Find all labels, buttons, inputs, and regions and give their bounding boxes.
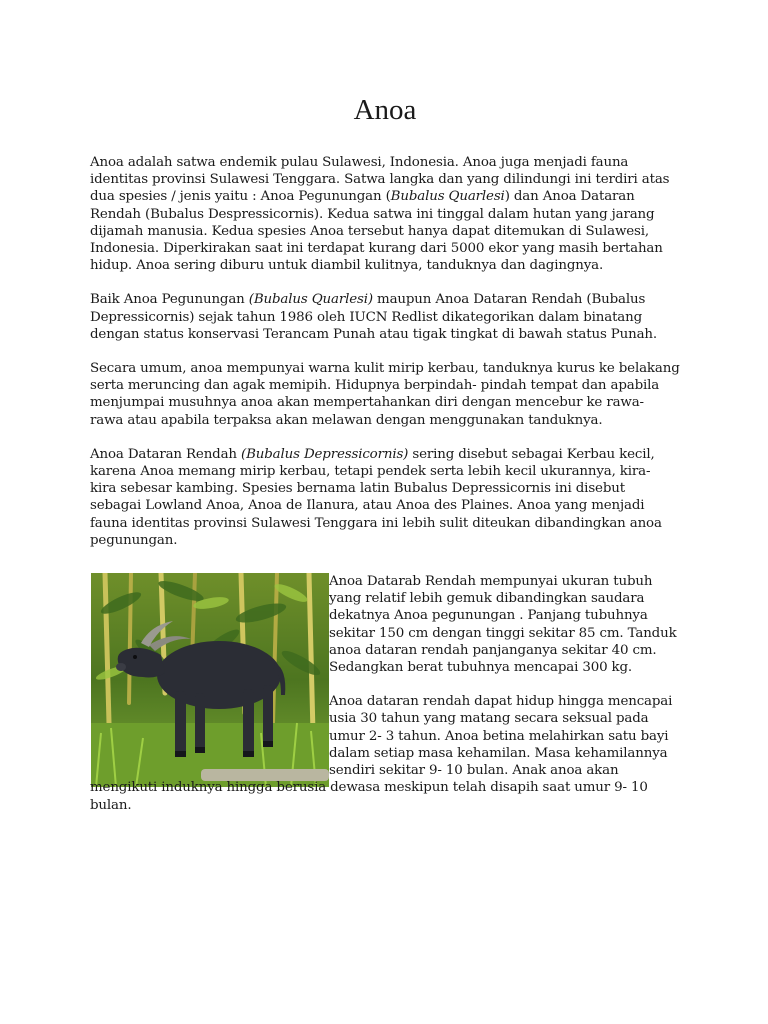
paragraph-size [90, 573, 680, 676]
paragraph-size-text: Anoa Datarab Rendah mempunyai ukuran tubuh yang relatif lebih gemuk dibandingkan saudara dekatnya Anoa pegunungan . Panjang tubuhnya sekitar 150 cm dengan tinggi sekitar 85 cm. Tanduk anoa dataran rendah panjanganya sekitar 40 cm. Sedangkan berat tubuhnya mencapai 300 kg. [329, 574, 677, 676]
paragraph-conservation-start: Baik Anoa Pegunungan [90, 292, 249, 308]
species-name-quarlesi: Bubalus Quarlesi [390, 189, 505, 205]
paragraph-intro-rest: ) dan Anoa Dataran Rendah (Bubalus Despressicornis). Kedua satwa ini tinggal dalam hutan yang jarang dijamah manusia. Kedua spesies Anoa tersebut hanya dapat ditemukan di Sulawesi, Indonesia. Diperkirakan saat ini terdapat kurang dari 5000 ekor yang masih bertahan hidup. Anoa sering diburu untuk diambil kulitnya, tanduknya dan dagingnya. [90, 189, 663, 274]
anoa-photo-image [91, 573, 329, 787]
paragraph-conservation [90, 291, 680, 343]
paragraph-lowland-rest: sering disebut sebagai Kerbau kecil, karena Anoa memang mirip kerbau, tetapi pendek serta lebih kecil ukurannya, kira- kira sebesar kambing. Spesies bernama latin Bubalus Depressicornis ini disebut sebagai Lowland Anoa, Anoa de Ilanura, atau Anoa des Plaines. Anoa yang menjadi fauna identitas provinsi Sulawesi Tenggara ini lebih sulit diteukan dibandingkan anoa pegunungan. [90, 446, 662, 548]
paragraph-lowland-start: Anoa Dataran Rendah [90, 446, 242, 462]
paragraph-intro [90, 154, 680, 274]
anoa-photo [91, 573, 329, 787]
paragraph-lifespan: Anoa dataran rendah dapat hidup hingga mencapai usia 30 tahun yang matang secara seksual pada umur 2- 3 tahun. Anoa betina melahirkan satu bayi dalam setiap masa kehamilan. Masa kehamilannya sendiri sekitar 9- 10 bulan. Anak anoa akan mengikuti induknya hingga berusia dewasa meskipun telah disapih saat umur 9- 10 bulan. [90, 694, 673, 813]
paragraph-lowland [90, 446, 680, 549]
document-title: Anoa [353, 94, 417, 126]
paragraph-appearance: Secara umum, anoa mempunyai warna kulit mirip kerbau, tanduknya kurus ke belakang serta meruncing dan agak memipih. Hidupnya berpindah- pindah tempat dan apabila menjumpai musuhnya anoa akan mempertahankan diri dengan mencebur ke rawa- rawa atau apabila terpaksa akan melawan dengan menggunakan tanduknya. [90, 361, 680, 428]
species-name-depressicornis: (Bubalus Depressicornis) [241, 446, 409, 462]
paragraph-conservation-rest: maupun Anoa Dataran Rendah (Bubalus Depressicornis) sejak tahun 1986 oleh IUCN Redlist dikategorikan dalam binatang dengan status konservasi Terancam Punah atau tigak tingkat di bawah status Punah. [90, 292, 658, 342]
species-name-quarlesi-2: (Bubalus Quarlesi) [248, 292, 373, 308]
paragraph-intro-text: Anoa adalah satwa endemik pulau Sulawesi, Indonesia. Anoa juga menjadi fauna identitas provinsi Sulawesi Tenggara. Satwa langka dan yang dilindungi ini terdiri atas dua spesies / jenis yaitu : Anoa Pegunungan ( [90, 155, 670, 205]
